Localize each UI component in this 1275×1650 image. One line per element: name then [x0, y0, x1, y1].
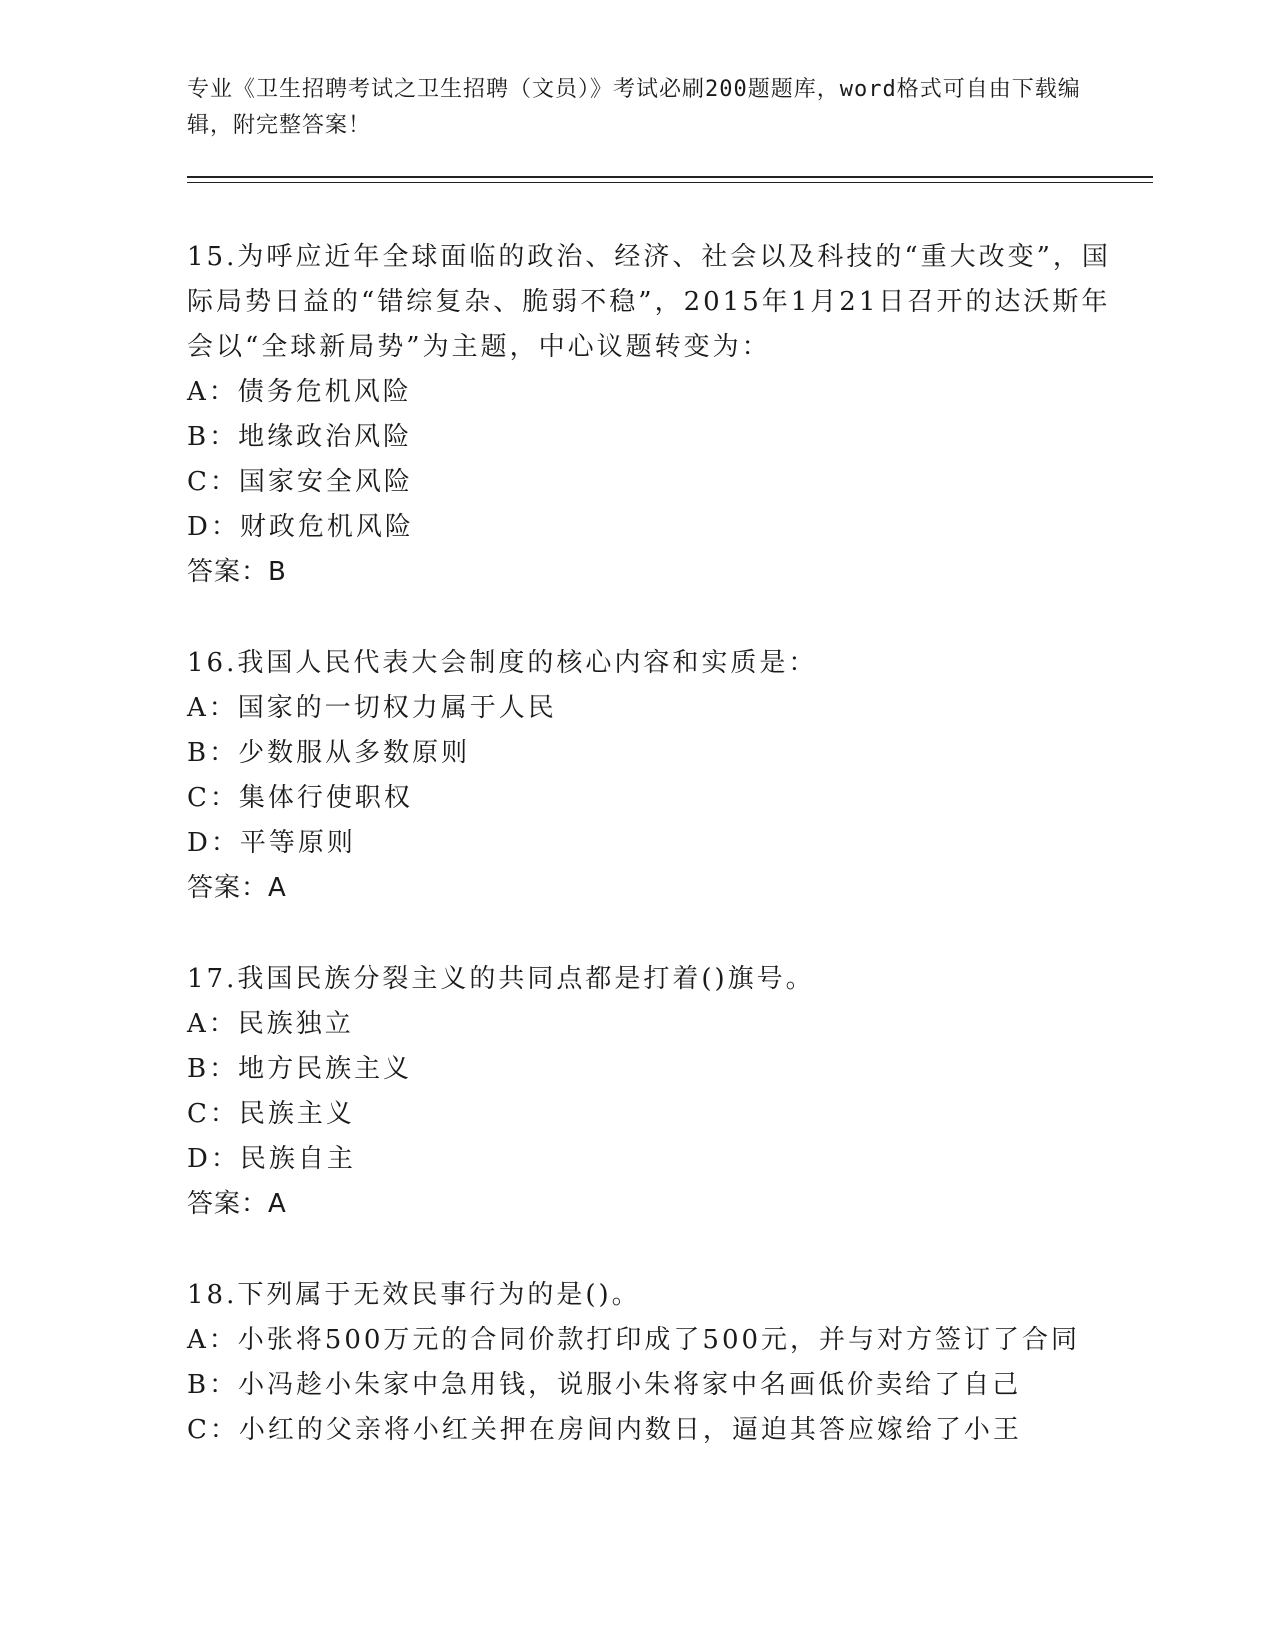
question-text: 18.下列属于无效民事行为的是()。: [187, 1280, 641, 1310]
question-18: [187, 1273, 1117, 1453]
header-divider-thick: [187, 176, 1153, 178]
option-a: A：民族独立: [187, 1009, 354, 1039]
option-d: D：财政危机风险: [187, 512, 414, 542]
option-b: B：小冯趁小朱家中急用钱，说服小朱将家中名画低价卖给了自己: [187, 1370, 1022, 1400]
option-b: B：地缘政治风险: [187, 422, 413, 452]
question-text: 17.我国民族分裂主义的共同点都是打着()旗号。: [187, 964, 815, 994]
option-c: C：国家安全风险: [187, 467, 413, 497]
answer-line: 答案：A: [187, 873, 287, 903]
question-17: [187, 957, 1117, 1227]
option-c: C：集体行使职权: [187, 783, 413, 813]
header-divider-thin: [187, 182, 1153, 183]
question-text: 16.我国人民代表大会制度的核心内容和实质是：: [187, 648, 818, 678]
option-d: D：平等原则: [187, 828, 356, 858]
option-b: B：少数服从多数原则: [187, 738, 471, 768]
option-c: C：民族主义: [187, 1099, 355, 1129]
question-text: 15.为呼应近年全球面临的政治、经济、社会以及科技的“重大改变”，国际局势日益的“错综复杂、脆弱不稳”，2015年1月21日召开的达沃斯年会以“全球新局势”为主题，中心议题转变为：: [187, 242, 1111, 362]
option-d: D：民族自主: [187, 1144, 356, 1174]
document-intro: 专业《卫生招聘考试之卫生招聘（文员）》考试必刷200题题库，word格式可自由下载编辑，附完整答案！: [187, 77, 1081, 138]
question-list: [187, 235, 1117, 1499]
question-16: [187, 641, 1117, 911]
option-a: A：小张将500万元的合同价款打印成了500元，并与对方签订了合同: [187, 1325, 1081, 1355]
answer-line: 答案：A: [187, 1189, 287, 1219]
option-b: B：地方民族主义: [187, 1054, 413, 1084]
option-a: A：国家的一切权力属于人民: [187, 693, 557, 723]
answer-line: 答案：B: [187, 557, 287, 587]
option-a: A：债务危机风险: [187, 377, 412, 407]
question-15: [187, 235, 1117, 595]
option-c: C：小红的父亲将小红关押在房间内数日，逼迫其答应嫁给了小王: [187, 1415, 1022, 1445]
